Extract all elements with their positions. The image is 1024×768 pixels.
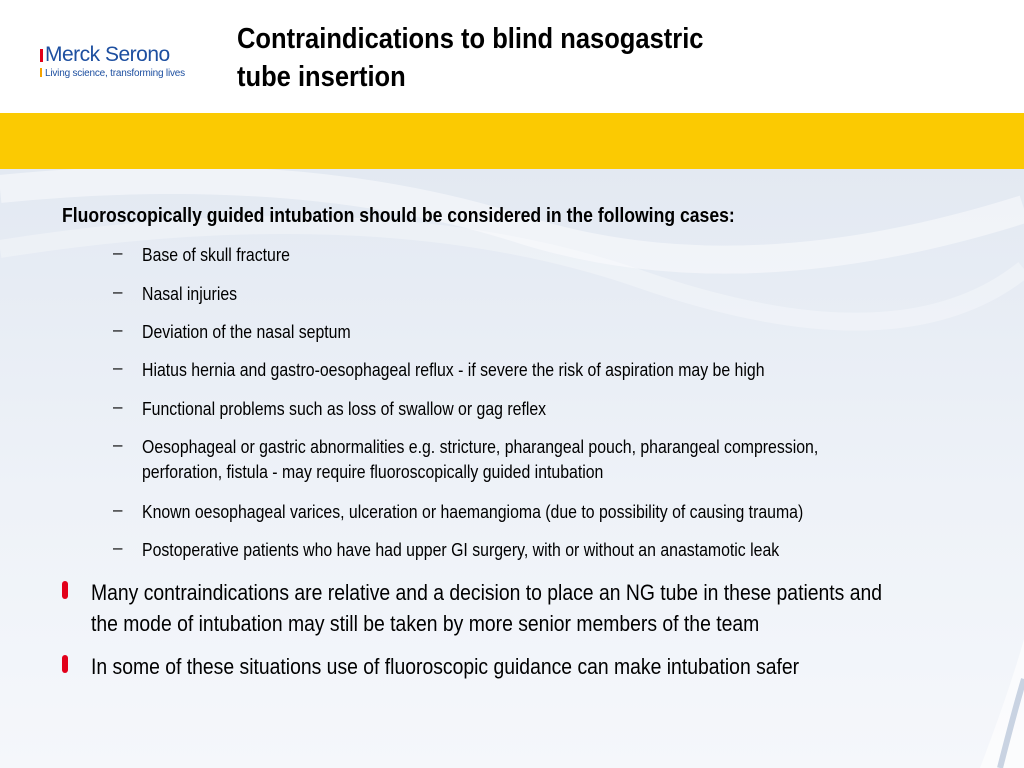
dash-bullet: – — [113, 538, 123, 557]
slide-content — [0, 169, 1024, 768]
sub-list-item-text — [142, 243, 943, 268]
sub-item-line: Oesophageal or gastric abnormalities e.g. stricture, pharangeal pouch, pharangeal compression, — [142, 437, 819, 457]
yellow-band — [0, 113, 1024, 169]
red-bullet-icon — [62, 581, 68, 599]
main-bullet-text — [91, 577, 958, 639]
sub-item-line: Base of skull fracture — [142, 245, 290, 265]
main-bullet-line: In some of these situations use of fluoroscopic guidance can make intubation safer — [91, 654, 800, 679]
sub-item-line: Deviation of the nasal septum — [142, 322, 351, 342]
sub-item-line: Known oesophageal varices, ulceration or haemangioma (due to possibility of causing trauma) — [142, 502, 804, 522]
logo-bar-icon — [40, 49, 43, 62]
red-bullet-icon — [62, 655, 68, 673]
sub-item-line: Hiatus hernia and gastro-oesophageal reflux - if severe the risk of aspiration may be high — [142, 360, 765, 380]
sub-item-line: Functional problems such as loss of swallow or gag reflex — [142, 399, 547, 419]
title-line-1: Contraindications to blind nasogastric — [237, 23, 704, 55]
title-line-2: tube insertion — [237, 61, 406, 93]
logo-name: Merck Serono — [45, 43, 170, 66]
dash-bullet: – — [113, 243, 123, 262]
dash-bullet: – — [113, 282, 123, 301]
logo-tag-bar-icon — [40, 68, 42, 77]
section-heading: Fluoroscopically guided intubation should be considered in the following cases: — [62, 205, 735, 227]
merck-serono-logo — [40, 44, 185, 79]
dash-bullet: – — [113, 500, 123, 519]
slide-title — [237, 20, 783, 96]
sub-list-item-text — [142, 500, 943, 525]
slide-header — [0, 0, 1024, 113]
dash-bullet: – — [113, 358, 123, 377]
sub-list-item-text — [142, 282, 943, 307]
sub-list-item-text — [142, 435, 943, 485]
dash-bullet: – — [113, 435, 123, 454]
sub-item-line: Postoperative patients who have had upper GI surgery, with or without an anastamotic leak — [142, 540, 780, 560]
dash-bullet: – — [113, 397, 123, 416]
logo-tagline: Living science, transforming lives — [45, 68, 185, 79]
sub-list-item-text — [142, 320, 943, 345]
main-bullet-line: Many contraindications are relative and a decision to place an NG tube in these patients and — [91, 580, 883, 605]
sub-list-item-text — [142, 358, 943, 383]
sub-list-item-text — [142, 397, 943, 422]
sub-item-line: perforation, fistula - may require fluoroscopically guided intubation — [142, 462, 604, 482]
dash-bullet: – — [113, 320, 123, 339]
main-bullet-text — [91, 651, 958, 682]
sub-item-line: Nasal injuries — [142, 284, 238, 304]
sub-list-item-text — [142, 538, 943, 563]
main-bullet-line: the mode of intubation may still be taken by more senior members of the team — [91, 611, 760, 636]
